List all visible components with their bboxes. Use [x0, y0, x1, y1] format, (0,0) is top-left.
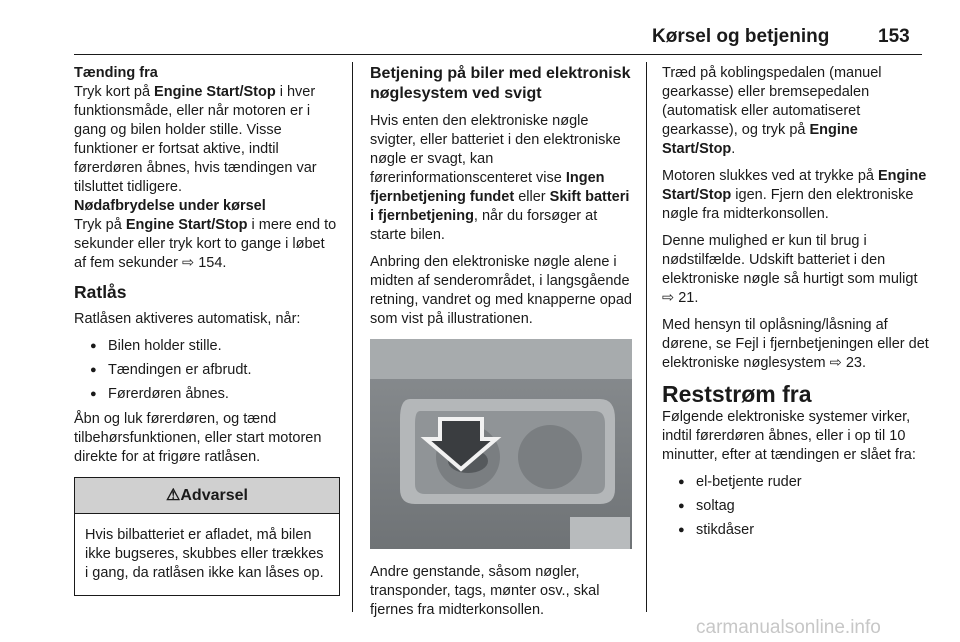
emergency-heading: Nødafbrydelse under kørsel — [74, 198, 266, 214]
section-heading: Betjening på biler med elektronisk nøglesystem ved svigt — [370, 65, 631, 102]
warning-icon: ⚠ — [166, 487, 181, 504]
list-item: ● soltag — [662, 497, 930, 516]
page-reference[interactable]: 23. — [845, 355, 866, 371]
reststrom-intro: Følgende elektroniske systemer virker, indtil førerdøren åbnes, eller i op til 10 minutter, efter at tændingen er slået fra: — [662, 409, 916, 463]
paragraph-3: Denne mulighed er kun til brug i nødstilfælde. Udskift batteriet i den elektroniske nøgle så hurtigt som muligt ⇨ 21. — [662, 233, 918, 306]
column-1 — [74, 64, 340, 596]
paragraph-1: Hvis enten den elektroniske nøgle svigter, eller batteriet i den elektroniske nøgle er svagt, kan førerinformationscenteret vise Ingen fjernbetjening fundet eller Skift batteri i fjernbetjening, når du forsøger at starte bilen. — [370, 113, 630, 243]
header-title: Kørsel og betjening — [652, 26, 830, 47]
paragraph-4: Med hensyn til oplåsning/låsning af dørene, se Fejl i fjernbetjeningen eller det elektroniske nøglesystem ⇨ 23. — [662, 317, 929, 371]
warning-box — [74, 477, 340, 596]
reststrom-heading: Reststrøm fra — [662, 381, 812, 407]
page-number: 153 — [878, 26, 910, 47]
list-item: ● Førerdøren åbnes. — [74, 385, 340, 404]
list-item: ● Tændingen er afbrudt. — [74, 361, 340, 380]
ratlaas-heading: Ratlås — [74, 282, 127, 302]
list-item: ● el-betjente ruder — [662, 473, 930, 492]
emergency-paragraph: Tryk på Engine Start/Stop i mere end to sekunder eller tryk kort to gange i løbet af fem sekunder ⇨ 154. — [74, 217, 337, 271]
paragraph-3: Andre genstande, såsom nøgler, transponder, tags, mønter osv., skal fjernes fra midterkonsollen. — [370, 564, 600, 618]
warning-text: Hvis bilbatteriet er afladet, må bilen ikke bugseres, skubbes eller trækkes i gang, da ratlåsen ikke kan låses op. — [85, 527, 324, 581]
column-2 — [370, 64, 633, 628]
ignition-paragraph: Tryk kort på Engine Start/Stop i hver funktionsmåde, eller når motoren er i gang og bilen holder stille. Visse funktioner er fortsat aktive, indtil førerdøren åbnes, hvis tændingen var tilsluttet tidligere. — [74, 84, 317, 195]
warning-header: ⚠Advarsel — [75, 478, 339, 514]
page-reference[interactable]: 21. — [678, 290, 699, 306]
page-reference[interactable]: 154. — [198, 255, 227, 271]
watermark: carmanualsonline.info — [696, 617, 881, 638]
reference-arrow-icon: ⇨ — [182, 255, 195, 271]
ratlaas-paragraph: Åbn og luk førerdøren, og tænd tilbehørsfunktionen, eller start motoren direkte for at frigøre ratlåsen. — [74, 411, 322, 465]
paragraph-2: Motoren slukkes ved at trykke på Engine Start/Stop igen. Fjern den elektroniske nøgle fra midterkonsollen. — [662, 168, 927, 222]
ratlaas-list — [74, 337, 340, 404]
reference-arrow-icon: ⇨ — [662, 290, 675, 306]
reference-arrow-icon: ⇨ — [829, 355, 842, 371]
column-3 — [662, 64, 930, 546]
list-item: ● Bilen holder stille. — [74, 337, 340, 356]
reststrom-list — [662, 473, 930, 540]
column-divider-1 — [352, 62, 353, 612]
paragraph-2: Anbring den elektroniske nøgle alene i midten af senderområdet, i langsgående retning, vandret og med knapperne opad som vist på illustrationen. — [370, 254, 632, 327]
column-divider-2 — [646, 62, 647, 612]
paragraph-1: Træd på koblingspedalen (manuel gearkasse) eller bremsepedalen (automatisk eller automatiseret gearkasse), og tryk på Engine Start/Stop. — [662, 65, 882, 157]
console-photo — [370, 339, 632, 549]
list-item: ● stikdåser — [662, 521, 930, 540]
ratlaas-intro: Ratlåsen aktiveres automatisk, når: — [74, 311, 301, 327]
ignition-heading: Tænding fra — [74, 65, 158, 81]
header-rule — [74, 54, 922, 55]
